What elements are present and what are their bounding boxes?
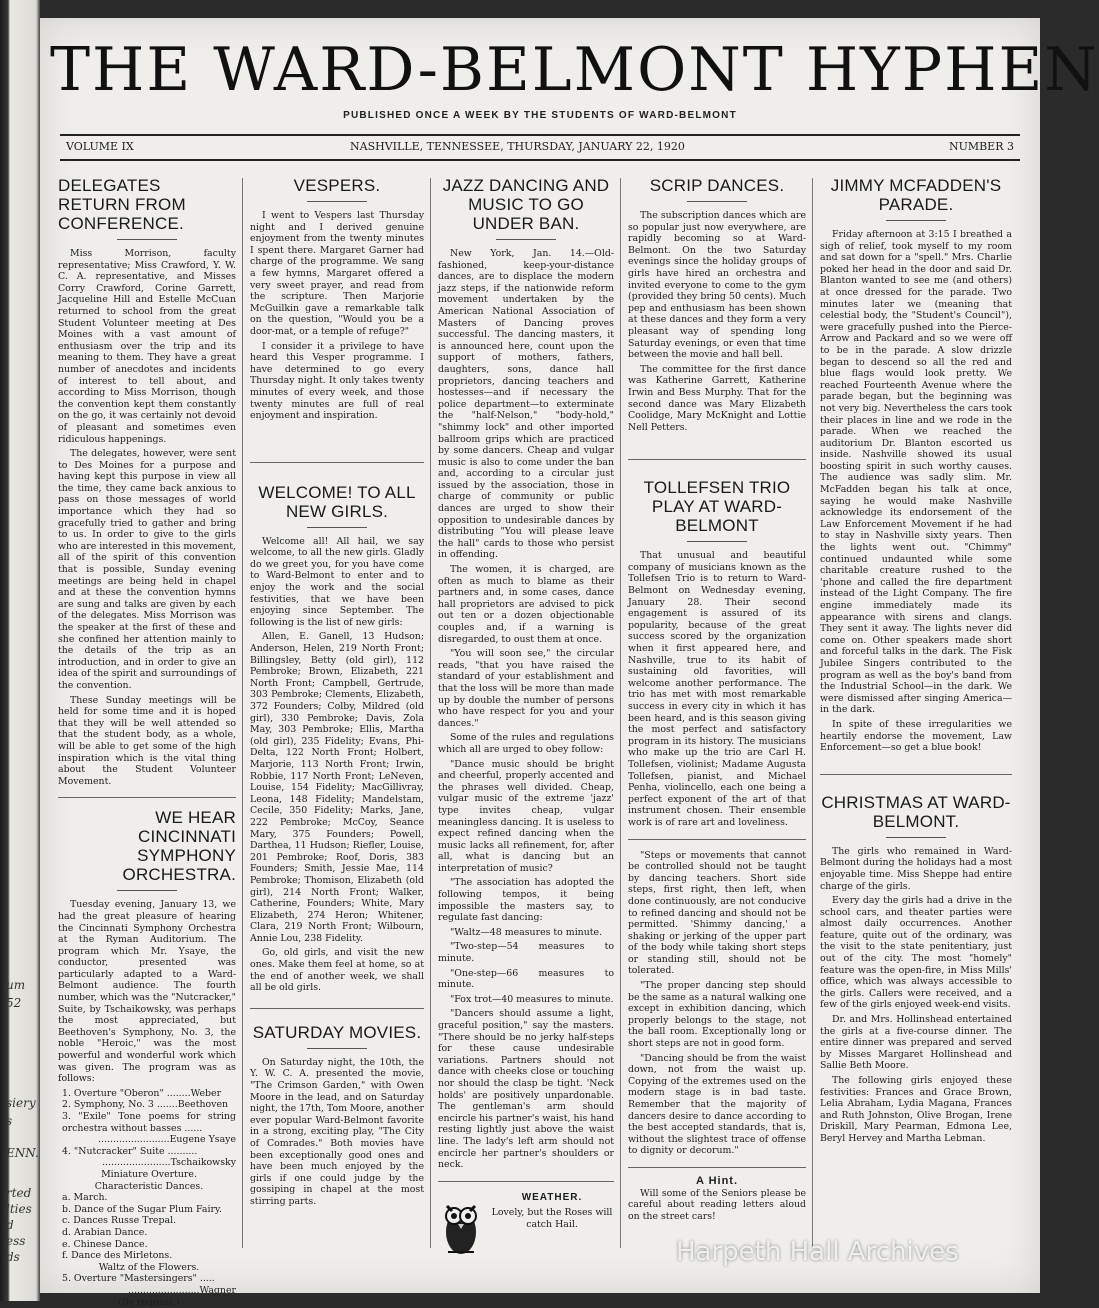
adjacent-page-strip bbox=[0, 0, 40, 1301]
program-line: .......................Tschaikowsky bbox=[58, 1157, 236, 1169]
article-rule bbox=[628, 839, 806, 840]
program-line: (By request.) bbox=[58, 1297, 236, 1308]
paragraph: Allen, E. Ganell, 13 Hudson; Anderson, Helen, 219 North Front; Billingsley, Betty (old girl), 112 Pembroke; Brown, Elizabeth, 221 North Front; Campbell, Gertrude, 303 Pembroke; Clements, Elizabeth, 372 Founders; Colby, Mildred (old girl), 330 Pembroke; Davis, Zola May, 303 Pembroke; Ellis, Martha (old girl), 235 Fidelity; Evans, Phi-Delta, 122 North Front; Holbert, Marjorie, 113 North Front; Irwin, Robbie, 117 North Front; LeNeven, Louise, 154 Fidelity; MacGillivray, Leona, 148 Fidelity; Mandelstam, Cecile, 350 Fidelity; Marks, Jane, 222 Pembroke; McCoy, Seance Mary, 375 Founders; Powell, Darthea, 11 Hudson; Riefler, Louise, 201 Pembroke; Roof, Doris, 383 Founders; Smith, Jessie Mae, 114 Pembroke; Thomison, Elizabeth (old girl), 214 North Front; Walker, Catherine, Founders; White, Mary Elizabeth, 274 Heron; Whitener, Clara, 219 North Front; Wilbourn, Annie Lou, 238 Fidelity. bbox=[250, 631, 424, 944]
program-line: b. Dance of the Sugar Plum Fairy. bbox=[58, 1204, 236, 1216]
paragraph: The girls who remained in Ward-Belmont during the holidays had a most enjoyable time. Miss Sheppe had entire charge of the girls. bbox=[820, 846, 1012, 892]
program-line: 1. Overture "Oberon" ........Weber bbox=[58, 1088, 236, 1100]
archive-watermark: Harpeth Hall Archives bbox=[676, 1237, 959, 1267]
weather-heading: WEATHER. bbox=[438, 1192, 614, 1204]
fragment-3: siery bbox=[6, 1096, 38, 1110]
column-4 bbox=[628, 176, 806, 1256]
headline-rule bbox=[496, 239, 556, 240]
fragment-7: lties bbox=[6, 1202, 38, 1216]
column-2 bbox=[250, 176, 424, 1256]
headline-rule bbox=[886, 837, 946, 838]
fragment-8: d bbox=[6, 1218, 38, 1232]
article-rule bbox=[58, 797, 236, 798]
paragraph: Some of the rules and regulations which all are urged to obey follow: bbox=[438, 732, 614, 755]
headline-rule bbox=[886, 220, 946, 221]
program-line: Waltz of the Flowers. bbox=[58, 1262, 236, 1274]
paragraph: The subscription dances which are so popular just now everywhere, are rapidly becoming so at Ward-Belmont. On the two Saturday evenings since the holiday groups of girls have hired an orchestra and invited everyone to come to the gym (provided they bring 50 cents). Much pep and enthusiasm has been shown at these dances and they form a very pleasant way of spending long Saturday evenings, or even that time between the movie and hall bell. bbox=[628, 210, 806, 361]
paragraph: I went to Vespers last Thursday night and I derived genuine enjoyment from the twenty minutes I spent there. Margaret Garner had charge of the programme. We sang a few hymns, Margaret offered a very sweet prayer, and read from the scripture. Then Marjorie McGuilkin gave a remarkable talk on the question, "Would you be a door-mat, or a temple of refuge?" bbox=[250, 210, 424, 338]
article-rule bbox=[820, 774, 1012, 775]
top-rule bbox=[60, 134, 1020, 136]
program-line: 2. Symphony, No. 3 .......Beethoven bbox=[58, 1099, 236, 1111]
paragraph: "You will soon see," the circular reads, "that you have raised the standard of your establishment and that the loss will be more than made up by double the number of persons who have respect for you and your dances." bbox=[438, 648, 614, 729]
paragraph: Dr. and Mrs. Hollinshead entertained the girls at a five-course dinner. The entire dinner was prepared and served by Misses Margaret Hollinshead and Sallie Beth Moore. bbox=[820, 1014, 1012, 1072]
article-rule bbox=[628, 459, 806, 460]
headline-rule bbox=[307, 527, 367, 528]
paragraph: Welcome all! All hail, we say welcome, to all the new girls. Gladly do we greet you, for you have come to Ward-Belmont to enter and to enjoy the work and the social festivities, that we have been enjoying since September. The following is the list of new girls: bbox=[250, 536, 424, 629]
headline-rule bbox=[117, 239, 177, 240]
tempo-line: "Waltz—48 measures to minute. bbox=[438, 927, 614, 939]
headline-christmas: CHRISTMAS AT WARD-BELMONT. bbox=[820, 793, 1012, 831]
column-1 bbox=[58, 176, 236, 1256]
article-rule bbox=[438, 1181, 614, 1182]
program-line: 5. Overture "Mastersingers" ..... bbox=[58, 1273, 236, 1285]
tempo-line: "One-step—66 measures to minute. bbox=[438, 968, 614, 991]
place-date: NASHVILLE, TENNESSEE, THURSDAY, JANUARY 22, 1920 bbox=[350, 140, 685, 153]
fragment-9: ess bbox=[6, 1234, 38, 1248]
headline-symphony: WE HEAR CINCINNATI SYMPHONY ORCHESTRA. bbox=[58, 808, 236, 884]
fragment-1: um bbox=[6, 978, 38, 992]
paragraph: These Sunday meetings will be held for some time and it is hoped that they will be well attended so that the student body, as a whole, will be able to get some of the high inspiration which is the vital thing about the Student Volunteer Movement. bbox=[58, 695, 236, 788]
headline-rule bbox=[117, 890, 177, 891]
weather-text: Lovely, but the Roses will catch Hail. bbox=[438, 1207, 614, 1230]
program-line: c. Dances Russe Trepal. bbox=[58, 1215, 236, 1227]
program-line: Characteristic Dances. bbox=[58, 1181, 236, 1193]
headline-delegates: DELEGATES RETURN FROM CONFERENCE. bbox=[58, 176, 236, 233]
paragraph: In spite of these irregularities we heartily endorse the movement, Law Enforcement—so get a blue book! bbox=[820, 719, 1012, 754]
paragraph: The committee for the first dance was Katherine Garrett, Katherine Irwin and Bess Murphy. That for the second dance was Mary Elizabeth Coolidge, Mary McKnight and Lottie Nell Petters. bbox=[628, 364, 806, 434]
tempo-line: "Fox trot—40 measures to minute. bbox=[438, 994, 614, 1006]
paragraph: I consider it a privilege to have heard this Vesper programme. I have determined to go every Thursday night. It only takes twenty minutes of every week, and those twenty minutes are full of real enjoyment and inspiration. bbox=[250, 341, 424, 422]
fragment-5: ENN. bbox=[6, 1146, 38, 1160]
column-divider bbox=[812, 178, 813, 1248]
masthead-title: THE WARD-BELMONT HYPHEN bbox=[50, 36, 1030, 104]
column-divider bbox=[620, 178, 621, 1248]
headline-vespers: VESPERS. bbox=[250, 176, 424, 195]
paragraph: "Steps or movements that cannot be controlled should not be taught by dancing teachers. Short side steps, first right, then left, when done continuously, are not conducive to refined dancing and should not be permitted. 'Shimmy dancing,' a shaking or jerking of the upper part of the body while taking short steps or standing still, should not be tolerated. bbox=[628, 850, 806, 978]
headline-rule bbox=[307, 1048, 367, 1049]
paragraph: That unusual and beautiful company of musicians known as the Tollefsen Trio is to return to Ward-Belmont on Wednesday evening, January 28. Their second engagement is assured of its popularity, because of the great success scored by the organization when it first appeared here, and Nashville, true to its habit of sustaining old favorities, will welcome another performance. The trio has met with most remarkable success in every city in which it has been heard, and is this season giving the most perfect and satisfactory program in its history. The musicians who make up the trio are Carl H. Tollefsen, violinist; Madame Augusta Tollefsen, pianist, and Michael Penha, violincello, each one being a perfect exponent of the art of that instrument chosen. Their ensemble work is of rare art and loveliness. bbox=[628, 550, 806, 828]
fragment-4: s bbox=[6, 1114, 38, 1128]
article-rule bbox=[250, 1008, 424, 1009]
column-5 bbox=[820, 176, 1012, 1256]
program-line: 3. "Exile" Tone poems for string orchestra without basses ...... bbox=[58, 1111, 236, 1134]
paragraph: "Dancing should be from the waist down, not from the waist up. Copying of the extremes used on the modern stage is in bad taste. Remember that the majority of dancers desire to dance according to the best accepted standards, that is, without the slightest trace of offense to dignity or decorum." bbox=[628, 1053, 806, 1157]
bottom-rule bbox=[60, 159, 1020, 161]
column-divider bbox=[430, 178, 431, 1248]
headline-jazz: JAZZ DANCING AND MUSIC TO GO UNDER BAN. bbox=[438, 176, 614, 233]
program-line: 4. "Nutcracker" Suite .......... bbox=[58, 1146, 236, 1158]
paragraph: The following girls enjoyed these festivities: Frances and Grace Brown, Lelia Abraham, Lydia Magana, Frances and Ruth Johnston, Olive Brogan, Irene Driskill, Mary Pearman, Edmona Lee, Beryl Hervey and Martha Lebman. bbox=[820, 1075, 1012, 1145]
issue-number: NUMBER 3 bbox=[949, 140, 1014, 153]
headline-tollefsen: TOLLEFSEN TRIO PLAY AT WARD-BELMONT bbox=[628, 478, 806, 535]
program-line: ........................Eugene Ysaye bbox=[58, 1134, 236, 1146]
headline-scrip: SCRIP DANCES. bbox=[628, 176, 806, 195]
headline-rule bbox=[687, 201, 747, 202]
paragraph: Friday afternoon at 3:15 I breathed a sigh of relief, took myself to my room and sat down for a "spell." Mrs. Charlie poked her head in the door and said Dr. Blanton wanted to see me (and others) at once dressed for the parade. Two minutes later we (meaning that celestial body, the "Student's Council"), were gracefully pushed into the Pierce-Arrow and Packard and so we were off to be in the parade. A slow drizzle began to descend so all the red and blue flags would look pretty. We reached Fourteenth Avenue where the parade began, but the beginning was not very big. Nevertheless the cars took their places in line and we rode in the parade. When we reached the auditorium Dr. Blanton escorted us inside. Nashville showed its usual boosting spirit in such worthy causes. The audience was sadly slim. Mr. McFadden began his talk at once, saying he would make Nashville acknowledge its endorsement of the Law Enforcement Movement if he had to stay in Nashville sixty years. Then the lights went out. "Chimmy" continued undaunted while some charitable creature rushed to the 'phone and called the fire department instead of the Light Company. The fire engine immediately made its appearance with sirens and clangs. They sent it away. The lights never did come on. Other speakers made short and forceful talks in the dark. The Fisk Jubilee Singers contributed to the program as well as the boy's band from the Industrial School—in the dark. We were dismissed after singing America—in the dark. bbox=[820, 229, 1012, 716]
tempo-line: "Two-step—54 measures to minute. bbox=[438, 941, 614, 964]
headline-rule bbox=[307, 201, 367, 202]
program-line: d. Arabian Dance. bbox=[58, 1227, 236, 1239]
hint-text: Will some of the Seniors please be careful about reading letters aloud on the street cars! bbox=[628, 1188, 806, 1223]
paragraph: "The proper dancing step should be the same as a natural walking one except in exhibition dancing, which properly belongs to the stage, not the ball room. Exceptionally long or short steps are not in good form. bbox=[628, 980, 806, 1050]
article-rule bbox=[250, 462, 424, 463]
paragraph: "Dancers should assume a light, graceful position," say the masters. "There should be no jerky half-steps for these cause undesirable variations. Partners should not dance with cheeks close or touching nor should the clasp be tight. 'Neck holds' are positively unpardonable. The gentleman's arm should encircle his partner's waist, his hand resting lightly just above the waist line. The lady's left arm should not encircle her partner's shoulders or neck. bbox=[438, 1008, 614, 1170]
paragraph: Tuesday evening, January 13, we had the great pleasure of hearing the Cincinnati Symphony Orchestra at the Ryman Auditorium. The program which Mr. Ysaye, the conductor, presented was particularly adapted to a Ward-Belmont audience. The fourth number, which was the "Nutcracker," Suite, by Tschaikowsky, was perhaps the most appreciated, but Beethoven's Symphony, No. 3, the noble "Heroic," was the most powerful and wonderful work which was given. The program was as follows: bbox=[58, 899, 236, 1085]
owl-icon bbox=[438, 1192, 484, 1260]
headline-movies: SATURDAY MOVIES. bbox=[250, 1023, 424, 1042]
fragment-10: ds bbox=[6, 1250, 38, 1264]
weather-box bbox=[438, 1192, 614, 1231]
paragraph: The women, it is charged, are often as much to blame as their partners and, in some cases, dance hall proprietors are advised to pick out ten or a dozen objectionable couples and, if a warning is disregarded, to oust them at once. bbox=[438, 564, 614, 645]
paragraph: Every day the girls had a drive in the school cars, and theater parties were almost daily occurrences. Another feature, quite out of the ordinary, was the visit to the state penitentiary, just out of the city. The most "homely" feature was the open-fire, in Miss Mills' office, which was always accessible to the girls. Callers were received, and a few of the girls enjoyed week-end visits. bbox=[820, 895, 1012, 1011]
column-3 bbox=[438, 176, 614, 1256]
fragment-6: rted bbox=[6, 1186, 38, 1200]
volume-label: VOLUME IX bbox=[66, 140, 134, 153]
program-line: f. Dance des Mirletons. bbox=[58, 1250, 236, 1262]
column-divider bbox=[242, 178, 243, 1248]
paragraph: Miss Morrison, faculty representative; Miss Crawford, Y. W. C. A. representative, and Misses Corry Crawford, Corine Garrett, Jacqueline Hill and Estelle McCuan returned to school from the great Student Volunteer meeting at Des Moines with a vast amount of enthusiasm over the trip and its meaning to them. They have a great number of anecdotes and incidents of interest to tell about, and according to Miss Morrison, though the convention kept them constantly on the go, it was certainly not devoid of pleasant and sometimes even ridiculous happenings. bbox=[58, 248, 236, 445]
dateline bbox=[60, 140, 1020, 158]
paragraph: On Saturday night, the 10th, the Y. W. C. A. presented the movie, "The Crimson Garden," with Owen Moore in the lead, and on Saturday night, the 17th, Tom Moore, another ever popular Ward-Belmont favorite in a strong, exciting play, "The City of Comrades." Both movies have been exceptionally good ones and have been much enjoyed by the girls if one could judge by the gossiping in chapel at the most stirring parts. bbox=[250, 1057, 424, 1208]
program-line: e. Chinese Dance. bbox=[58, 1239, 236, 1251]
program-line: Miniature Overture. bbox=[58, 1169, 236, 1181]
paragraph: Go, old girls, and visit the new ones. Make them feel at home, so at the end of another week, we shall all be old girls. bbox=[250, 947, 424, 993]
program-line: ........................Wagner bbox=[58, 1285, 236, 1297]
fragment-2: 52 bbox=[6, 996, 38, 1010]
newspaper-page bbox=[40, 18, 1040, 1293]
masthead-subtitle: PUBLISHED ONCE A WEEK BY THE STUDENTS OF WARD-BELMONT bbox=[40, 110, 1040, 121]
program-line: a. March. bbox=[58, 1192, 236, 1204]
hint-heading: A Hint. bbox=[628, 1176, 806, 1188]
headline-welcome: WELCOME! TO ALL NEW GIRLS. bbox=[250, 483, 424, 521]
paragraph: The delegates, however, were sent to Des Moines for a purpose and having kept this purpose in view all the time, they came back anxious to pass on those messages of world importance which they had so gracefully tried to gather and bring to us. In order to give to the girls who are interested in this movement, all of the spirit of this convention that is possible, Sunday evening meetings are being held in chapel and at these the convention hymns are sung and talks are given by each of the delegates. Miss Morrison was the speaker at the first of these and she confined her attention mainly to the details of the trip as an introduction, and in order to give an idea of the spirit and surroundings of the convention. bbox=[58, 448, 236, 691]
article-rule bbox=[628, 1167, 806, 1168]
headline-rule bbox=[687, 541, 747, 542]
headline-parade: JIMMY MCFADDEN'S PARADE. bbox=[820, 176, 1012, 214]
paragraph: "Dance music should be bright and cheerful, properly accented and the phrases well divided. Cheap, vulgar music of the extreme 'jazz' type invites cheap, vulgar meaningless dancing. It is useless to expect refined dancing when the music lacks all refinement, for, after all, what is dancing but an interpretation of music? bbox=[438, 759, 614, 875]
paragraph: New York, Jan. 14.—Old-fashioned, keep-your-distance dances, are to displace the modern jazz steps, if the nationwide reform movement undertaken by the American National Association of Masters of Dancing proves successful. The dancing masters, it is announced here, count upon the support of mothers, fathers, daughters, sons, dance hall proprietors, dancing teachers and hostesses—and if necessary the police department—to exterminate the "half-Nelson," "body-hold," "shimmy lock" and other imported ballroom grips which are practiced by some dancers. Cheap and vulgar music is also to come under the ban and, according to a circular just issued by the association, those in charge of community or public dances are urged to show their opposition to undesirable dances by distributing "You will please leave the hall" cards to those who persist in offending. bbox=[438, 248, 614, 561]
paragraph: "The association has adopted the following tempos, it being impossible the masters say, to regulate fast dancing: bbox=[438, 877, 614, 923]
